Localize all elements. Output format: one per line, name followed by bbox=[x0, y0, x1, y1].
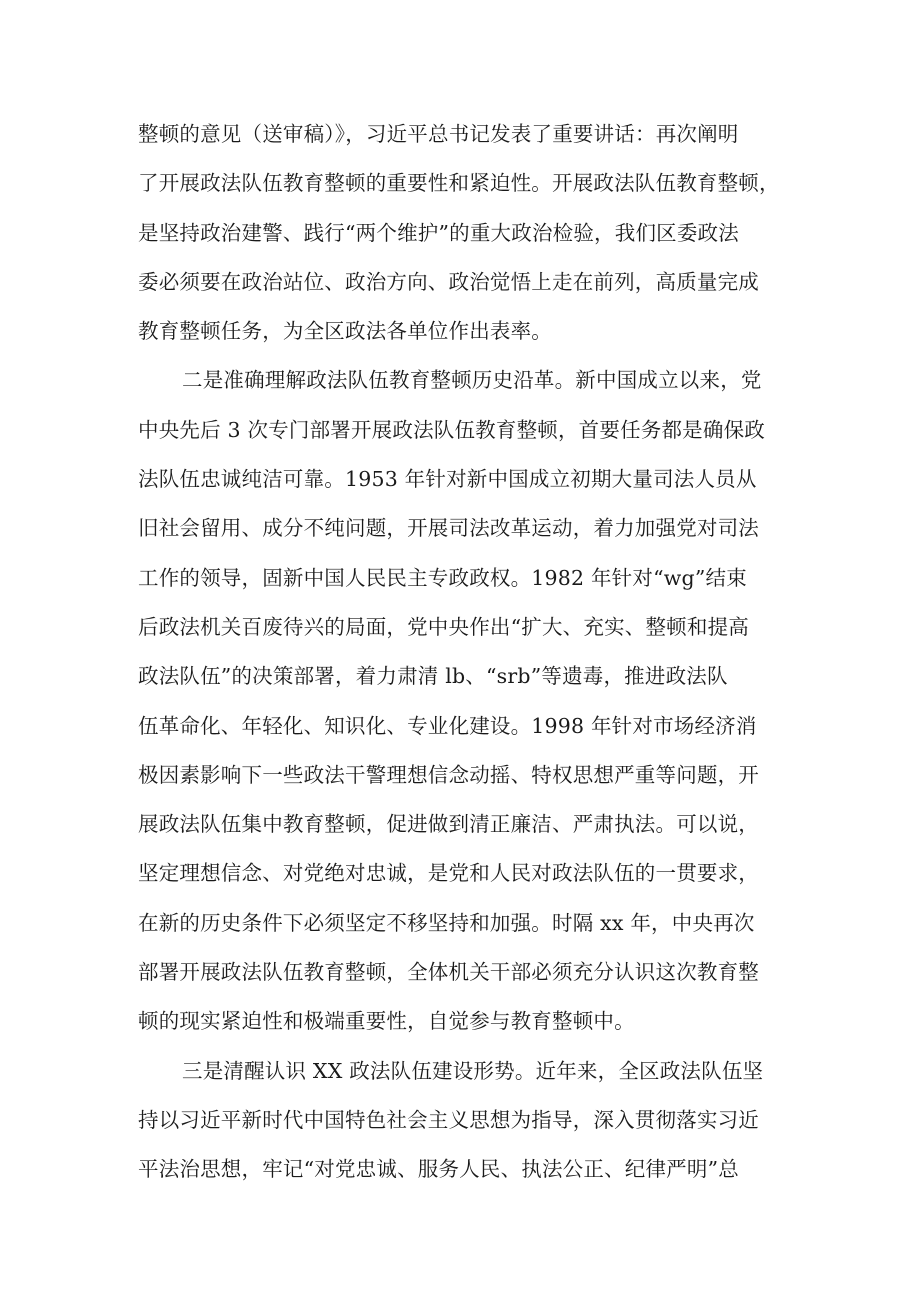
text-line: 工作的领导，固新中国人民民主专政政权。1982 年针对“wg”结束 bbox=[138, 565, 747, 590]
text-line: 部署开展政法队伍教育整顿，全体机关干部必须充分认识这次教育整 bbox=[138, 960, 759, 985]
text-line: 极因素影响下一些政法干警理想信念动摇、特权思想严重等问题，开 bbox=[138, 762, 759, 787]
text-line: 在新的历史条件下必须坚定不移坚持和加强。时隔 xx 年，中央再次 bbox=[138, 910, 755, 935]
text-line: 伍革命化、年轻化、知识化、专业化建设。1998 年针对市场经济消 bbox=[138, 713, 757, 738]
text-line: 旧社会留用、成分不纯问题，开展司法改革运动，着力加强党对司法 bbox=[138, 516, 759, 541]
text-line: 持以习近平新时代中国特色社会主义思想为指导，深入贯彻落实习近 bbox=[138, 1107, 759, 1132]
text-line: 中央先后 3 次专门部署开展政法队伍教育整顿，首要任务都是确保政 bbox=[138, 417, 765, 442]
text-line: 法队伍忠诚纯洁可靠。1953 年针对新中国成立初期大量司法人员从 bbox=[138, 467, 757, 492]
document-body bbox=[138, 110, 778, 1195]
text-line: 是坚持政治建警、践行“两个维护”的重大政治检验，我们区委政法 bbox=[138, 220, 739, 245]
text-line: 政法队伍”的决策部署，着力肃清 lb、“srb”等遗毒，推进政法队 bbox=[138, 664, 728, 689]
text-line: 委必须要在政治站位、政治方向、政治觉悟上走在前列，高质量完成 bbox=[138, 269, 759, 294]
paragraph-start-line: 三是清醒认识 XX 政法队伍建设形势。近年来，全区政法队伍坚 bbox=[182, 1058, 764, 1083]
paragraph-start-line: 二是准确理解政法队伍教育整顿历史沿革。新中国成立以来，党 bbox=[182, 368, 762, 393]
text-line: 教育整顿任务，为全区政法各单位作出表率。 bbox=[138, 319, 552, 344]
text-line: 了开展政法队伍教育整顿的重要性和紧迫性。开展政法队伍教育整顿， bbox=[138, 171, 780, 196]
text-line: 平法治思想，牢记“对党忠诚、服务人民、执法公正、纪律严明”总 bbox=[138, 1157, 739, 1182]
text-line: 整顿的意见（送审稿）》，习近平总书记发表了重要讲话：再次阐明 bbox=[138, 122, 739, 146]
text-line: 后政法机关百废待兴的局面，党中央作出“扩大、充实、整顿和提高 bbox=[138, 614, 749, 639]
text-line: 顿的现实紧迫性和极端重要性，自觉参与教育整顿中。 bbox=[138, 1009, 635, 1034]
text-line: 坚定理想信念、对党绝对忠诚，是党和人民对政法队伍的一贯要求， bbox=[138, 861, 759, 886]
text-line: 展政法队伍集中教育整顿，促进做到清正廉洁、严肃执法。可以说， bbox=[138, 812, 759, 837]
